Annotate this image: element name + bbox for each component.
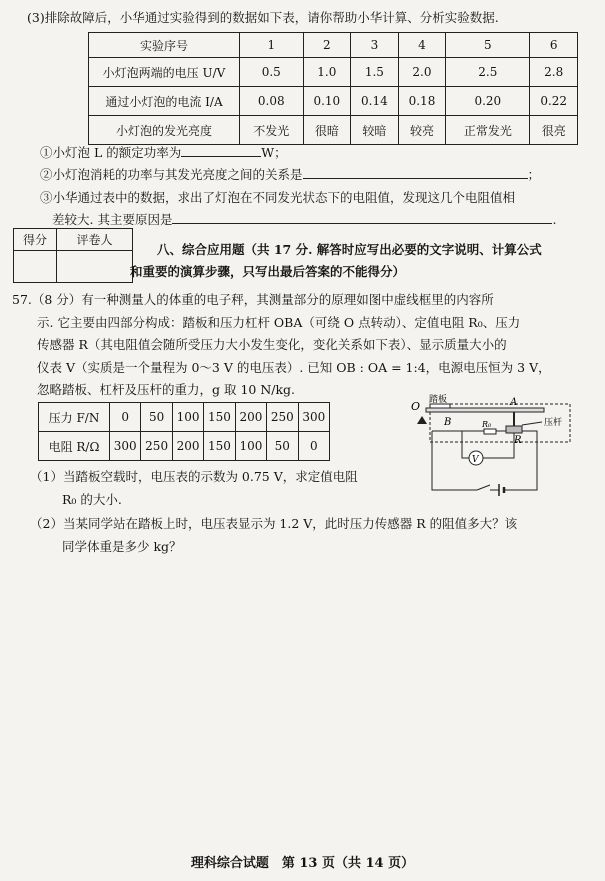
q3-item2-end: ；: [527, 167, 541, 182]
table-cell: 1.0: [303, 58, 351, 87]
table-row: [39, 403, 330, 432]
scale-circuit-diagram: [402, 392, 577, 504]
table-cell: 150: [204, 403, 235, 432]
answer-blank[interactable]: [172, 211, 552, 224]
table-cell: 电阻 R/Ω: [39, 432, 110, 461]
table-cell: 250: [141, 432, 172, 461]
pedal: [426, 408, 544, 412]
table-cell: 150: [204, 432, 235, 461]
table-cell: 200: [235, 403, 266, 432]
answer-blank[interactable]: [303, 166, 528, 179]
q57-line1: 57.（8 分）有一种测量人的体重的电子秤，其测量部分的原理如图中虚线框里的内容所: [12, 292, 494, 307]
label-rod: 压杆: [544, 418, 563, 428]
table-cell: 不发光: [240, 116, 304, 145]
score-box: [13, 228, 133, 283]
q57-line4: 仪表 V（实质是一个量程为 0～3 V 的电压表）. 已知 OB : OA = 1:4，电源电压恒为 3 V，: [37, 360, 551, 375]
label-o: O: [411, 400, 421, 413]
q57-line5: 忽略踏板、杠杆及压杆的重力，g 取 10 N/kg.: [37, 382, 296, 397]
label-b: B: [444, 417, 452, 428]
label-r0: R₀: [482, 420, 492, 429]
q57-force-resistance-table: [38, 402, 330, 461]
table-cell: 0: [298, 432, 329, 461]
table-cell: 实验序号: [89, 33, 240, 58]
q3-item1-unit: W；: [261, 145, 287, 160]
table-cell: 0.18: [398, 87, 446, 116]
table-cell: 正常发光: [446, 116, 530, 145]
q3-item3-line2: [52, 210, 556, 228]
table-cell: 0.22: [530, 87, 578, 116]
resistor-r0: [484, 429, 496, 434]
table-cell: 较亮: [398, 116, 446, 145]
q57-sub2-line1: （2）当某同学站在踏板上时，电压表显示为 1.2 V，此时压力传感器 R 的阻值多大？该: [30, 516, 518, 531]
label-pedal: 踏板: [429, 395, 448, 405]
switch: [477, 485, 490, 490]
table-cell: 250: [267, 403, 298, 432]
table-cell: 5: [446, 33, 530, 58]
table-cell: 2: [303, 33, 351, 58]
label-a: A: [510, 397, 518, 408]
q57-line3: 传感器 R（其电阻值会随所受压力大小发生变化，变化关系如下表）、显示质量大小的: [37, 337, 507, 352]
pivot-triangle: [417, 416, 427, 424]
table-cell: 2.8: [530, 58, 578, 87]
table-cell: 50: [141, 403, 172, 432]
sensor-r: [506, 426, 522, 433]
table-cell: 3: [351, 33, 399, 58]
table-cell: 0.5: [240, 58, 304, 87]
q57-sub2-line2: 同学体重是多少 kg？: [62, 539, 182, 554]
table-cell: 4: [398, 33, 446, 58]
table-cell: 0.08: [240, 87, 304, 116]
table-cell: 0.10: [303, 87, 351, 116]
table-cell: 很亮: [530, 116, 578, 145]
table-cell: 6: [530, 33, 578, 58]
label-r: R: [514, 435, 522, 446]
table-cell: 100: [235, 432, 266, 461]
rod-pointer: [522, 422, 542, 425]
section8-title-line1: 八、综合应用题（共 17 分. 解答时应写出必要的文字说明、计算公式: [157, 242, 542, 257]
section8-title-line2: 和重要的演算步骤，只写出最后答案的不能得分）: [130, 264, 406, 279]
circuit-wire: [483, 433, 514, 458]
table-row: [89, 116, 578, 145]
table-cell: 300: [110, 432, 141, 461]
grader-label: 评卷人: [57, 229, 133, 251]
circuit-wire: [462, 431, 469, 458]
table-cell: 小灯泡的发光亮度: [89, 116, 240, 145]
q3-item3-end: .: [552, 212, 557, 227]
table-cell: 50: [267, 432, 298, 461]
table-cell: 200: [172, 432, 203, 461]
q3-item3-line1: ③小华通过表中的数据，求出了灯泡在不同发光状态下的电阻值，发现这几个电阻值相: [40, 190, 516, 205]
score-cell[interactable]: [14, 251, 57, 283]
q57-line2: 示. 它主要由四部分构成：踏板和压力杠杆 OBA（可绕 O 点转动）、定值电阻 R₀、压力: [37, 315, 521, 330]
table-cell: 0.14: [351, 87, 399, 116]
table-cell: 2.5: [446, 58, 530, 87]
table-cell: 较暗: [351, 116, 399, 145]
table-cell: 通过小灯泡的电流 I/A: [89, 87, 240, 116]
table-cell: 300: [298, 403, 329, 432]
q3-item2-text: ②小灯泡消耗的功率与其发光亮度之间的关系是: [40, 167, 303, 182]
table-cell: 小灯泡两端的电压 U/V: [89, 58, 240, 87]
table-row: [39, 432, 330, 461]
page-footer: 理科综合试题 第 13 页（共 14 页）: [190, 856, 415, 871]
q3-data-table: [88, 32, 578, 145]
q3-item2: [40, 165, 540, 183]
score-label: 得分: [14, 229, 57, 251]
table-row: [89, 87, 578, 116]
table-cell: 1.5: [351, 58, 399, 87]
grader-cell[interactable]: [57, 251, 133, 283]
table-cell: 很暗: [303, 116, 351, 145]
q57-sub1-line2: R₀ 的大小.: [62, 492, 122, 507]
table-cell: 1: [240, 33, 304, 58]
table-cell: 0: [110, 403, 141, 432]
q3-item1: [40, 143, 287, 161]
table-cell: 2.0: [398, 58, 446, 87]
table-cell: 0.20: [446, 87, 530, 116]
q3-item1-text: ①小灯泡 L 的额定功率为: [40, 145, 182, 160]
q57-sub1-line1: （1）当踏板空载时，电压表的示数为 0.75 V，求定值电阻: [30, 469, 358, 484]
table-cell: 压力 F/N: [39, 403, 110, 432]
table-row: [89, 33, 578, 58]
table-cell: 100: [172, 403, 203, 432]
q3-item3-text: 差较大. 其主要原因是: [52, 212, 173, 227]
q3-intro: (3)排除故障后，小华通过实验得到的数据如下表，请你帮助小华计算、分析实验数据.: [27, 10, 499, 25]
table-row: [89, 58, 578, 87]
label-v: V: [472, 455, 479, 465]
answer-blank[interactable]: [181, 144, 261, 157]
